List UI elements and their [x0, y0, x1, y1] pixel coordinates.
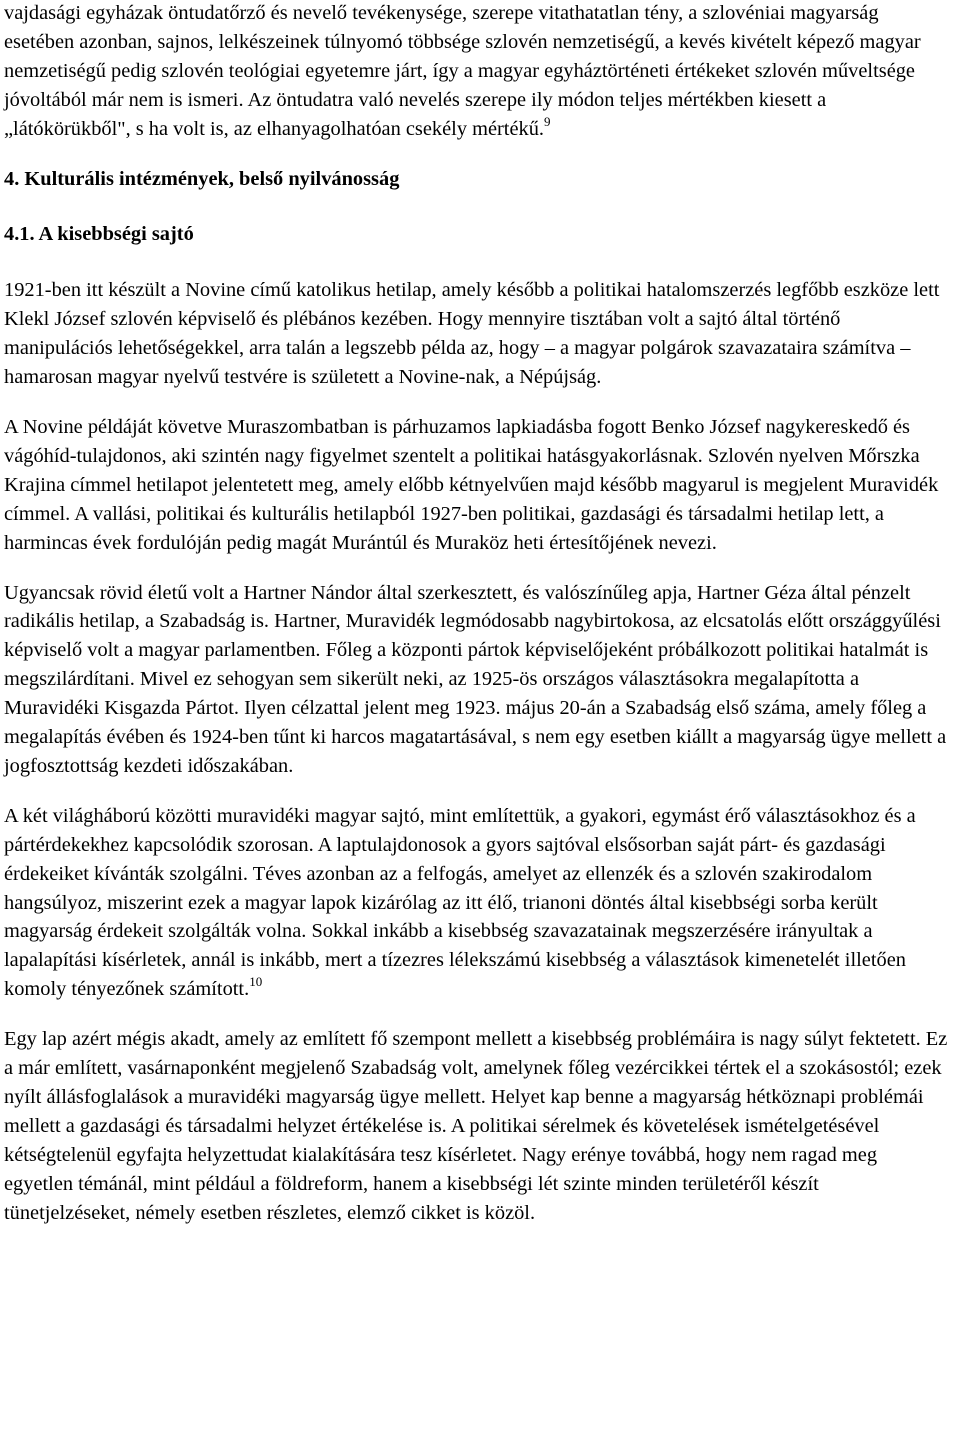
press-text: A két világháború közötti muravidéki magyar sajtó, mint említettük, a gyakori, egymást érő választásokhoz és a pártérdekekhez kapcsolódik szorosan. A laptulajdonosok a gyors sajtóval elsősorban saját párt- és gazdasági érdekeiket kívánták szolgálni. Téves azonban az a felfogás, amelyet az ellenzék és a szlovén szakirodalom hangsúlyoz, miszerint ezek a magyar lapok kizárólag az itt élő, trianoni döntés által kisebbségi sorba került magyarság érdekeit szolgálták volna. Sokkal inkább a kisebbség szavazatainak megszerzésére irányultak a lapalapítási kísérletek, annál is inkább, mert a tízezres lélekszámú kisebbség a választások kimenetelét illetően komoly tényezőnek számított. — [4, 804, 916, 1001]
subsection-heading: 4.1. A kisebbségi sajtó — [4, 223, 194, 246]
paragraph-hartner: Ugyancsak rövid életű volt a Hartner Nándor által szerkesztett, és valószínűleg apja, Hartner Géza által pénzelt radikális hetilap, a Szabadság is. Hartner, Muravidék legmódosabb nagybirtokosa, az elcsatolás előtt országgyűlési képviselő volt a magyar parlamentben. Főleg a központi pártok képviselőjeként próbálkozott politikai hatalmát is megszilárdítani. Mivel ez sehogyan sem sikerült neki, az 1925-ös országos választásokra megalapította a Muravidéki Kisgazda Pártot. Ilyen célzattal jelent meg 1923. május 20-án a Szabadság első száma, amely főleg a megalapítás évében és 1924-ben tűnt ki harcos magatartásával, s nem egy esetben kiállt a magyarság ügye mellett a jogfosztottság kezdeti időszakában. — [4, 581, 947, 777]
intro-paragraph — [4, 0, 948, 144]
footnote-ref-9[interactable]: 9 — [544, 113, 551, 129]
paragraph-benko: A Novine példáját követve Muraszombatban is párhuzamos lapkiadásba fogott Benko József nagykereskedő és vágóhíd-tulajdonos, aki szintén nagy figyelmet szentelt a politikai hatásgyakorlásnak. Szlovén nyelven Mőrszka Krajina címmel hetilapot jelentetett meg, amely előbb kétnyelvűen majd később magyarul is megjelent Muravidék címmel. A vallási, politikai és kulturális hetilapból 1927-ben politikai, gazdasági és társadalmi hetilap lett, a harmincas évek fordulóján pedig magát Murántúl és Muraköz heti értesítőjének nevezi. — [4, 415, 939, 554]
section-heading: 4. Kulturális intézmények, belső nyilvánosság — [4, 167, 400, 190]
paragraph-novine: 1921-ben itt készült a Novine című katolikus hetilap, amely később a politikai hatalomszerzés legfőbb eszköze lett Klekl József szlovén képviselő és plébános kezében. Hogy mennyire tisztában volt a sajtó által történő manipulációs lehetőségekkel, arra talán a legszebb példa az, hogy – a magyar polgárok szavazataira számítva – hamarosan magyar nyelvű testvére is született a Novine-nak, a Népújság. — [4, 279, 940, 389]
paragraph-press — [4, 802, 948, 1004]
intro-text: vajdasági egyházak öntudatőrző és nevelő tevékenysége, szerepe vitathatatlan tény, a szlovéniai magyarság esetében azonban, sajnos, lelkészeinek túlnyomó többsége szlovén nemzetiségű, a kevés kivételt képező magyar nemzetiségű pedig szlovén teológiai egyetemre járt, így a magyar egyháztörténeti értékeket szlovén műveltsége jóvoltából már nem is ismeri. Az öntudatra való nevelés szerepe ily módon teljes mértékben kiesett a „látókörükből", s ha volt is, az elhanyagolhatóan csekély mértékű. — [4, 2, 921, 140]
document-page — [4, 0, 948, 1249]
paragraph-szabadsag: Egy lap azért mégis akadt, amely az említett fő szempont mellett a kisebbség problémáira is nagy súlyt fektetett. Ez a már említett, vasárnaponként megjelenő Szabadság volt, amelynek főleg vezércikkei tértek el a szokásostól; ezek nyílt állásfoglalások a muravidéki magyarság ügye mellett. Helyet kap benne a magyarság hétköznapi problémái mellett a gazdasági és társadalmi helyzet értékelése is. A politikai sérelmek és követelések ismételgetésével kétségtelenül egyfajta helyzettudat kialakítására tesz kísérletet. Nagy erénye továbbá, hogy nem ragad meg egyetlen témánál, mint például a földreform, hanem a kisebbségi lét szinte minden területéről készít tünetjelzéseket, némely esetben részletes, elemző cikket is közöl. — [4, 1028, 948, 1224]
footnote-ref-10[interactable]: 10 — [249, 974, 263, 990]
